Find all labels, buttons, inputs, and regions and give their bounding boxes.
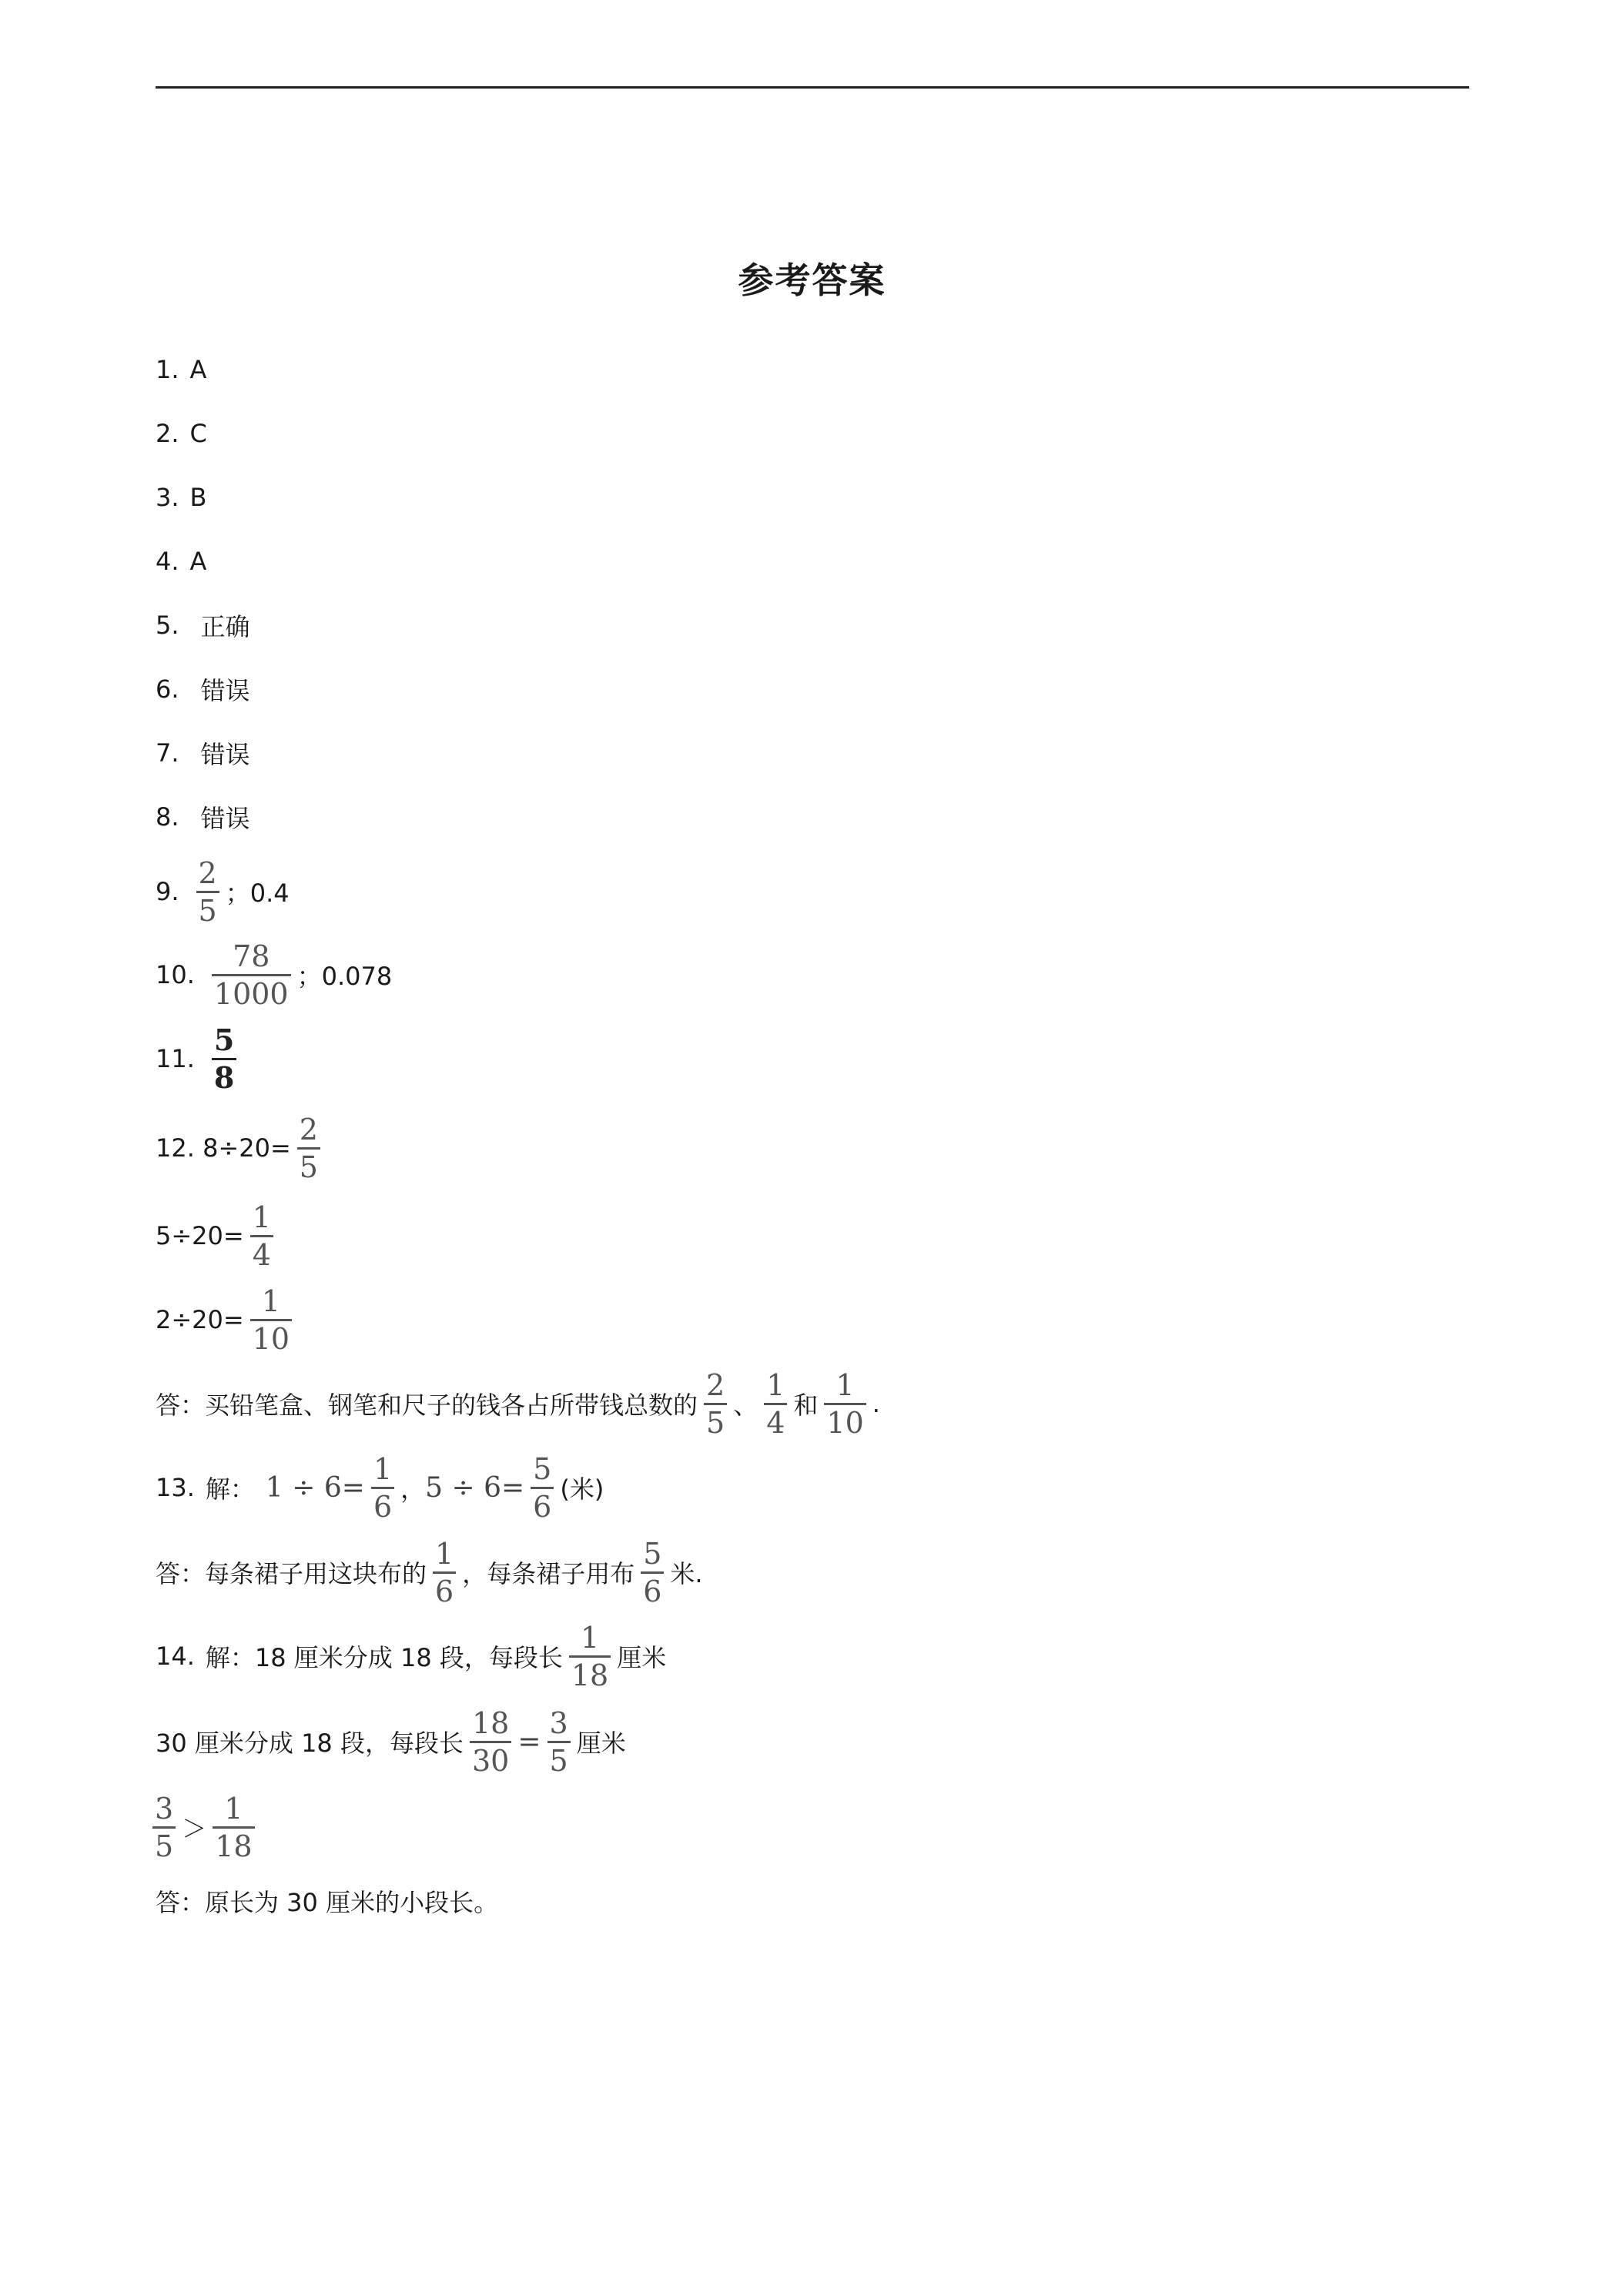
fraction [433, 1536, 456, 1608]
greater-than-sign: ＞ [182, 1814, 207, 1843]
fraction [213, 1791, 254, 1863]
answer-text: 错误 [200, 676, 250, 705]
answer-12-line-1 [156, 1110, 326, 1186]
answer-text: A [189, 547, 207, 576]
fraction-denominator: 6 [533, 1489, 552, 1524]
unit: (米) [560, 1474, 604, 1504]
fraction-numerator: 18 [471, 1705, 510, 1740]
fraction-numerator: 2 [299, 1112, 318, 1146]
equation-text: 12. 8÷20= [156, 1133, 291, 1163]
solution-text: 30 厘米分成 18 段，每段长 [156, 1729, 464, 1758]
equals-sign: = [517, 1725, 541, 1758]
answer-8 [156, 778, 250, 855]
fraction-denominator: 1000 [213, 976, 289, 1011]
fraction-bar [641, 1571, 664, 1574]
fraction [824, 1367, 866, 1440]
fraction-denominator: 10 [252, 1321, 290, 1356]
answer-9 [156, 853, 290, 930]
fraction [250, 1200, 273, 1272]
answer-statement: 答：原长为 30 厘米的小段长。 [156, 1888, 499, 1917]
math-expression: 1 ÷ 6= [265, 1471, 365, 1504]
fraction-bar [824, 1403, 866, 1405]
fraction-denominator: 4 [766, 1405, 785, 1440]
answer-12-conclusion [156, 1365, 880, 1442]
answer-number: 6. [156, 674, 179, 704]
fraction-denominator: 5 [198, 893, 217, 928]
page-title: 参考答案 [738, 259, 886, 301]
fraction-numerator: 5 [213, 1022, 235, 1057]
solution-text: 解：18 厘米分成 18 段，每段长 [205, 1643, 563, 1672]
fraction-denominator: 8 [213, 1059, 235, 1095]
answer-statement: ，每条裙子用布 [462, 1559, 635, 1588]
answer-10 [156, 936, 392, 1013]
fraction-bar [297, 1147, 320, 1150]
fraction-bar [569, 1655, 611, 1658]
answer-number: 11. [156, 1044, 195, 1073]
fraction-numerator: 1 [835, 1367, 855, 1402]
answer-14-conclusion [156, 1863, 498, 1940]
answer-14-line-2 [156, 1703, 626, 1780]
fraction-denominator: 6 [643, 1574, 662, 1608]
fraction-denominator: 30 [471, 1743, 510, 1778]
fraction [250, 1284, 292, 1356]
answer-text: ；0.078 [296, 962, 393, 991]
separator: 和 [793, 1391, 819, 1420]
fraction-numerator: 1 [224, 1791, 243, 1826]
fraction [641, 1536, 664, 1608]
fraction-numerator: 2 [198, 855, 217, 890]
fraction-bar [250, 1319, 292, 1321]
answer-text: B [189, 483, 207, 512]
fraction-bar [764, 1403, 787, 1405]
fraction-numerator: 1 [766, 1367, 785, 1402]
answer-number: 7. [156, 738, 179, 768]
answer-text: ；0.4 [225, 879, 290, 908]
answer-13-line-1 [156, 1449, 604, 1526]
fraction-denominator: 5 [706, 1405, 725, 1440]
answer-number: 14. [156, 1642, 195, 1671]
answer-text: 正确 [200, 612, 250, 641]
fraction [152, 1791, 176, 1863]
fraction-denominator: 4 [252, 1237, 271, 1272]
fraction-numerator: 1 [261, 1284, 280, 1318]
answer-number: 8. [156, 802, 179, 832]
answer-number: 2. [156, 419, 179, 448]
fraction [547, 1705, 571, 1778]
fraction-denominator: 6 [373, 1489, 393, 1524]
fraction [569, 1620, 611, 1692]
answer-text: 错误 [200, 804, 250, 833]
answer-number: 10. [156, 960, 195, 989]
fraction-numerator: 1 [580, 1620, 600, 1655]
math-expression: 5 ÷ 6= [425, 1471, 525, 1504]
fraction-bar [470, 1741, 511, 1743]
fraction-bar [531, 1487, 554, 1489]
fraction-bar [196, 891, 219, 893]
answer-statement: 米. [670, 1559, 703, 1588]
solution-label: 解： [205, 1474, 255, 1504]
unit: 厘米 [576, 1729, 626, 1758]
separator: 、 [733, 1391, 758, 1420]
answer-14-line-1 [156, 1618, 666, 1695]
unit: 厘米 [617, 1643, 667, 1672]
fraction-bar [213, 1826, 254, 1829]
answer-number: 5. [156, 611, 179, 640]
fraction [297, 1112, 320, 1184]
fraction-numerator: 3 [155, 1791, 174, 1826]
fraction [704, 1367, 727, 1440]
fraction-numerator: 5 [643, 1536, 662, 1571]
fraction-numerator: 2 [706, 1367, 725, 1402]
fraction-denominator: 5 [155, 1829, 174, 1863]
answer-11 [156, 1020, 243, 1097]
fraction-denominator: 10 [826, 1405, 864, 1440]
fraction-bar [433, 1571, 456, 1574]
answer-statement: 答：每条裙子用这块布的 [156, 1559, 427, 1588]
fraction-bar [547, 1741, 571, 1743]
fraction-denominator: 18 [215, 1829, 253, 1863]
answer-number: 1. [156, 355, 179, 384]
fraction [371, 1451, 394, 1524]
fraction-numerator: 5 [533, 1451, 552, 1486]
answer-14-line-3 [146, 1789, 261, 1866]
answer-text: C [189, 419, 207, 448]
answer-13-conclusion [156, 1534, 703, 1611]
fraction-bar [250, 1235, 273, 1237]
fraction [212, 939, 291, 1011]
answer-number: 13. [156, 1473, 195, 1502]
fraction [470, 1705, 511, 1778]
fraction-bar [212, 974, 291, 976]
fraction-bar [152, 1826, 176, 1829]
fraction-bar [371, 1487, 394, 1489]
answer-text: 错误 [200, 740, 250, 769]
fraction [196, 855, 219, 928]
fraction-denominator: 5 [549, 1743, 568, 1778]
fraction-denominator: 18 [571, 1658, 609, 1692]
fraction-bar [704, 1403, 727, 1405]
answer-number: 4. [156, 547, 179, 576]
fraction-denominator: 5 [299, 1150, 318, 1184]
fraction [764, 1367, 787, 1440]
answer-number: 3. [156, 483, 179, 512]
equation-text: 5÷20= [156, 1221, 244, 1250]
answer-number: 9. [156, 877, 179, 906]
equation-text: 2÷20= [156, 1305, 244, 1334]
fraction [212, 1022, 236, 1095]
answer-12-line-2 [156, 1197, 280, 1274]
header-rule [156, 86, 1469, 89]
fraction-numerator: 78 [233, 939, 270, 973]
fraction-numerator: 1 [435, 1536, 454, 1571]
comma: ， [400, 1474, 426, 1504]
fraction-numerator: 1 [252, 1200, 271, 1234]
answer-statement: 答：买铅笔盒、钢笔和尺子的钱各占所带钱总数的 [156, 1391, 698, 1420]
fraction-numerator: 1 [373, 1451, 393, 1486]
fraction-numerator: 3 [549, 1705, 568, 1740]
fraction-denominator: 6 [435, 1574, 454, 1608]
answer-text: A [189, 355, 207, 384]
fraction [531, 1451, 554, 1524]
period: . [872, 1389, 880, 1418]
answer-12-line-3 [156, 1281, 298, 1358]
